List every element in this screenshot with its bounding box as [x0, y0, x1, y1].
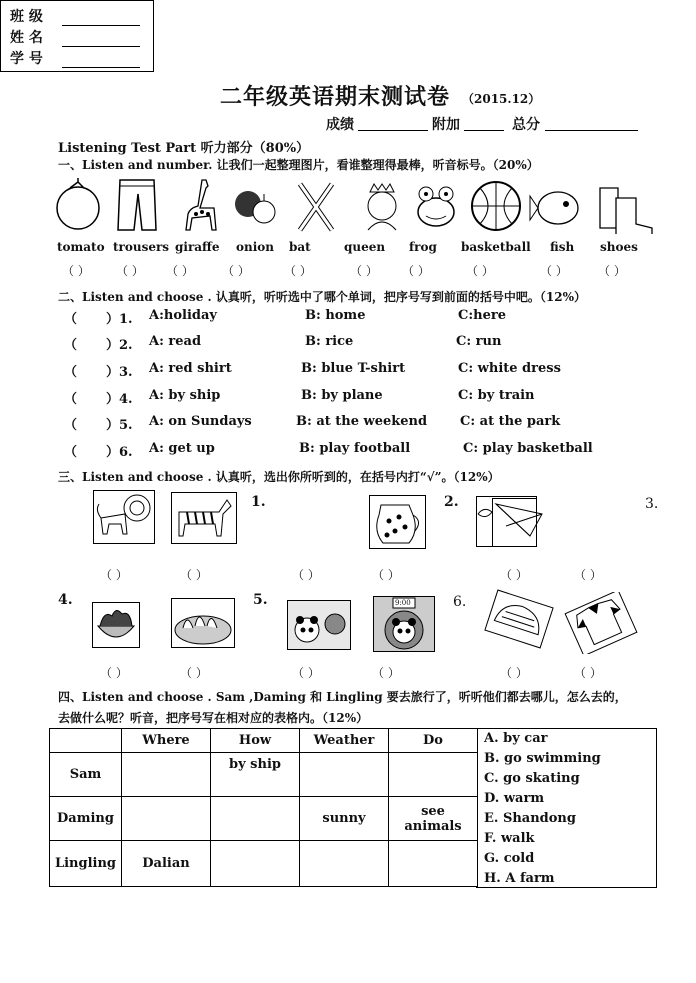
table-header-cell: Where [122, 729, 211, 753]
table-cell-name: Daming [50, 797, 122, 841]
exam-date: （2015.12） [462, 92, 541, 106]
option-a: A: by ship [149, 388, 221, 403]
table-cell[interactable]: see animals [389, 797, 478, 841]
total-field[interactable] [545, 130, 638, 131]
word-trousers: trousers [113, 240, 170, 254]
salad-bowl-icon [92, 602, 140, 648]
option-c: C: white dress [458, 361, 561, 376]
item-number: 5. [253, 592, 268, 608]
answer-paren[interactable]: （ ） [284, 264, 312, 278]
trousers-icon [118, 180, 156, 230]
answer-table [49, 728, 478, 887]
option-c: C: play basketball [463, 441, 593, 456]
option-item: A. by car [484, 731, 548, 746]
option-item: D. warm [484, 791, 545, 806]
option-item: C. go skating [484, 771, 580, 786]
basketball-icon [472, 182, 520, 230]
answer-paren-open[interactable]: （ [64, 338, 78, 353]
option-b: B: blue T-shirt [301, 361, 406, 376]
answer-paren[interactable]: （ ） [402, 264, 430, 278]
check-paren[interactable]: （ ） [292, 568, 320, 582]
question-number: ）2. [106, 338, 133, 353]
item-number: 3. [645, 496, 659, 512]
answer-paren-open[interactable]: （ [64, 365, 78, 380]
table-header-cell: Weather [300, 729, 389, 753]
table-header-row [50, 729, 478, 753]
table-cell[interactable] [300, 841, 389, 887]
table-cell[interactable]: sunny [300, 797, 389, 841]
shirt-icon [562, 592, 640, 654]
check-paren[interactable]: （ ） [500, 666, 528, 680]
table-cell[interactable] [389, 841, 478, 887]
word-basketball: basketball [461, 240, 531, 254]
answer-paren[interactable]: （ ） [540, 264, 568, 278]
name-label: 姓 名 [10, 30, 43, 46]
table-cell-name: Sam [50, 753, 122, 797]
dumplings-icon [171, 598, 235, 648]
option-item: F. walk [484, 831, 535, 846]
shoes-icon [600, 188, 652, 234]
lion-icon [93, 490, 155, 544]
option-b: B: play football [299, 441, 411, 456]
question-number: ）6. [106, 445, 133, 460]
table-header-cell: How [211, 729, 300, 753]
check-paren[interactable]: （ ） [500, 568, 528, 582]
kite-icon [476, 496, 548, 550]
total-label: 总分 [512, 117, 540, 133]
extra-label: 附加 [432, 117, 460, 133]
number-label: 学 号 [10, 51, 43, 67]
queen-icon [368, 184, 396, 230]
option-item: H. A farm [484, 871, 555, 886]
table-row [50, 841, 478, 887]
option-a: A:holiday [149, 308, 217, 323]
score-label: 成绩 [326, 117, 354, 133]
table-cell[interactable] [122, 797, 211, 841]
answer-paren-open[interactable]: （ [64, 445, 78, 460]
answer-paren[interactable]: （ ） [350, 264, 378, 278]
table-cell[interactable]: Dalian [122, 841, 211, 887]
class-field[interactable] [62, 24, 140, 26]
word-bat: bat [289, 240, 311, 254]
section3-heading: 三、Listen and choose . 认真听，选出你所听到的，在括号内打“√”。（12%） [58, 470, 500, 484]
options-list [476, 728, 657, 888]
jug-icon [369, 495, 426, 549]
table-cell[interactable] [211, 841, 300, 887]
word-queen: queen [344, 240, 386, 254]
option-c: C: at the park [460, 414, 561, 429]
listening-header: Listening Test Part 听力部分（80%） [58, 141, 310, 156]
option-a: A: get up [149, 441, 215, 456]
table-cell[interactable] [122, 753, 211, 797]
question-number: ）3. [106, 365, 133, 380]
table-cell[interactable] [300, 753, 389, 797]
check-paren[interactable]: （ ） [180, 666, 208, 680]
item-number: 1. [251, 494, 266, 510]
option-a: A: read [149, 334, 202, 349]
clock-time: 9:00 [395, 599, 411, 607]
zebra-icon [171, 492, 237, 544]
answer-paren[interactable]: （ ） [62, 264, 90, 278]
table-header-cell: Do [389, 729, 478, 753]
answer-paren-open[interactable]: （ [64, 418, 78, 433]
hat-icon [484, 588, 554, 650]
word-tomato: tomato [57, 240, 105, 254]
word-shoes: shoes [600, 240, 638, 254]
option-b: B: home [305, 308, 366, 323]
word-frog: frog [409, 240, 437, 254]
option-item: G. cold [484, 851, 535, 866]
frog-icon [418, 187, 454, 226]
option-item: E. Shandong [484, 811, 576, 826]
section1-pictures [56, 176, 656, 234]
student-info-box [0, 0, 154, 72]
answer-paren[interactable]: （ ） [466, 264, 494, 278]
bat-icon [300, 184, 332, 230]
table-cell[interactable] [211, 797, 300, 841]
answer-paren-open[interactable]: （ [64, 392, 78, 407]
score-field[interactable] [358, 130, 428, 131]
option-b: B: at the weekend [296, 414, 428, 429]
item-number: 2. [444, 494, 459, 510]
fish-icon [530, 192, 578, 224]
option-b: B: rice [305, 334, 354, 349]
table-row [50, 797, 478, 841]
check-paren[interactable]: （ ） [372, 666, 400, 680]
table-cell-name: Lingling [50, 841, 122, 887]
answer-paren-open[interactable]: （ [64, 312, 78, 327]
item-number: 6. [453, 594, 467, 610]
check-paren[interactable]: （ ） [574, 666, 602, 680]
check-paren[interactable]: （ ） [372, 568, 400, 582]
panda-football-icon [287, 600, 351, 650]
word-giraffe: giraffe [175, 240, 220, 254]
answer-paren[interactable]: （ ） [222, 264, 250, 278]
option-c: C: by train [458, 388, 535, 403]
question-number: ）1. [106, 312, 133, 327]
extra-field[interactable] [464, 130, 504, 131]
table-cell[interactable] [389, 753, 478, 797]
item-number: 4. [58, 592, 73, 608]
section1-heading: 一、Listen and number. 让我们一起整理图片，看谁整理得最棒，听音标号。（20%） [58, 158, 539, 172]
number-field[interactable] [62, 66, 140, 68]
question-number: ）4. [106, 392, 133, 407]
question-number: ）5. [106, 418, 133, 433]
option-c: C:here [458, 308, 506, 323]
tomato-icon [57, 178, 99, 229]
page-title: 二年级英语期末测试卷 [220, 84, 451, 110]
check-paren[interactable]: （ ） [100, 568, 128, 582]
check-paren[interactable]: （ ） [180, 568, 208, 582]
option-c: C: run [456, 334, 502, 349]
onion-icon [235, 191, 275, 223]
check-paren[interactable]: （ ） [574, 568, 602, 582]
option-b: B: by plane [301, 388, 383, 403]
check-paren[interactable]: （ ） [292, 666, 320, 680]
answer-paren[interactable]: （ ） [116, 264, 144, 278]
section4-heading-line2: 去做什么呢？听音，把序号写在相对应的表格内。（12%） [58, 711, 369, 725]
section4-heading: 四、Listen and choose . Sam ,Daming 和 Lingling 要去旅行了，听听他们都去哪儿，怎么去的， [58, 690, 627, 704]
section2-heading: 二、Listen and choose . 认真听，听听选中了哪个单词，把序号写到前面的括号中吧。（12%） [58, 290, 586, 304]
table-row [50, 753, 478, 797]
giraffe-icon [186, 180, 216, 230]
option-a: A: red shirt [149, 361, 232, 376]
table-header-cell [50, 729, 122, 753]
option-a: A: on Sundays [149, 414, 252, 429]
check-paren[interactable]: （ ） [100, 666, 128, 680]
word-fish: fish [550, 240, 575, 254]
word-onion: onion [236, 240, 275, 254]
answer-paren[interactable]: （ ） [166, 264, 194, 278]
answer-paren[interactable]: （ ） [598, 264, 626, 278]
option-item: B. go swimming [484, 751, 601, 766]
name-field[interactable] [62, 45, 140, 47]
class-label: 班 级 [10, 9, 43, 25]
table-cell[interactable]: by ship [211, 753, 300, 797]
